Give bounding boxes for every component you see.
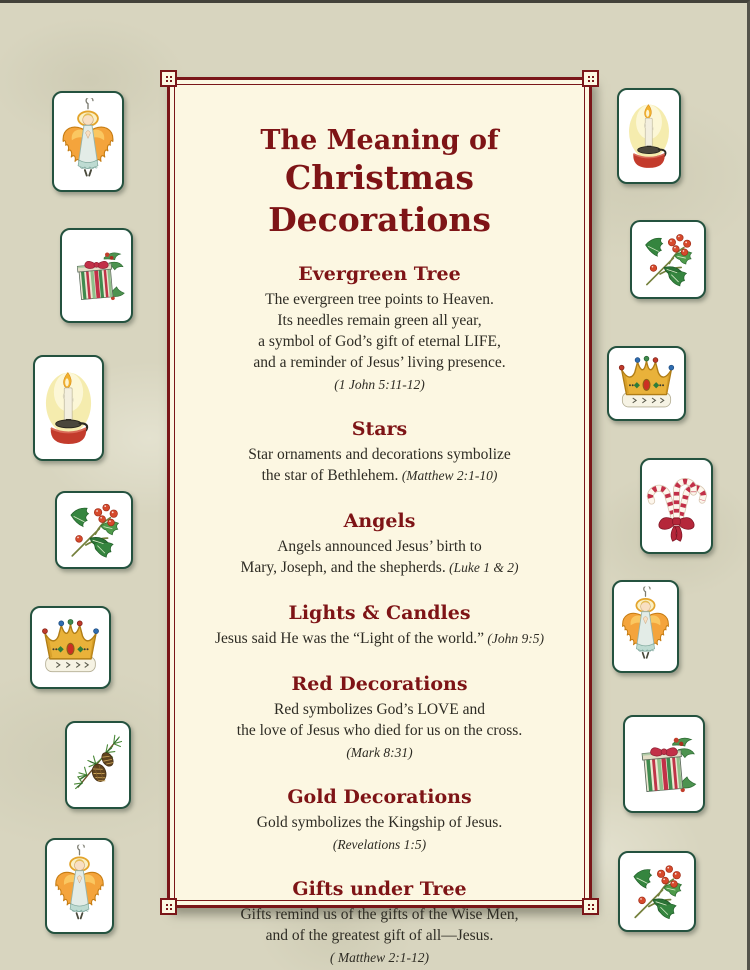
section-heading: Gifts under Tree [292,878,467,900]
angel-icon [617,585,674,668]
candle-icon [38,360,99,456]
holly-icon [60,496,128,564]
gift-ornament-card [623,715,705,813]
section-line: Angels announced Jesus’ birth to [277,538,482,555]
holly-ornament-card [55,491,133,569]
crown-ornament-card [607,346,686,421]
section-line: Gold symbolizes the Kingship of Jesus. [256,814,503,831]
corner-dots [166,76,168,78]
candycanes-icon [645,463,708,549]
section-heading: Gold Decorations [287,786,472,808]
section-line: Star ornaments and decorations symbolize [248,446,511,463]
section-heading: Red Decorations [291,673,468,695]
crown-ornament-card [30,606,111,689]
scripture-reference: ( Matthew 2:1-12) [330,950,429,965]
candle-ornament-card [33,355,104,461]
section-angels [188,510,571,578]
frame-corner-ornament [160,898,177,915]
scripture-reference: (Revelations 1:5) [332,837,427,852]
scripture-reference: (John 9:5) [484,631,545,646]
corner-dots [588,904,590,906]
corner-dots [166,904,168,906]
section-heading: Stars [351,418,408,440]
scripture-reference: (Mark 8:31) [346,745,413,760]
section-line: The evergreen tree points to Heaven. [265,291,494,308]
section-line: Red symbolizes God’s LOVE and [274,701,485,718]
corner-dots [588,76,590,78]
section-evergreen-tree [188,263,571,394]
angel-ornament-card [45,838,114,934]
angel-icon [57,96,119,187]
angel-ornament-card [612,580,679,673]
candycanes-ornament-card [640,458,713,554]
frame-corner-ornament [160,70,177,87]
section-gifts-under-tree [188,878,571,967]
section-line: a symbol of God’s gift of eternal LIFE, [258,333,501,350]
section-gold-decorations [188,786,571,854]
sections [188,263,571,967]
frame-corner-ornament [582,70,599,87]
section-red-decorations [188,673,571,762]
center-text-panel [167,77,592,965]
holly-icon [623,856,691,927]
section-heading: Evergreen Tree [298,263,461,285]
angel-ornament-card [52,91,124,192]
section-line: Gifts remind us of the gifts of the Wise Men, [240,906,519,923]
section-line: Mary, Joseph, and the shepherds. (Luke 1 & 2) [240,559,519,576]
crown-icon [35,611,106,684]
poster-title-line2: Christmas Decorations [268,158,491,239]
gift-icon [628,720,700,808]
holly-ornament-card [630,220,706,299]
section-stars [188,418,571,486]
holly-icon [635,225,701,294]
gift-icon [65,233,128,318]
poster-title-line1: The Meaning of [260,125,499,156]
section-line: and of the greatest gift of all—Jesus. [265,927,494,944]
scripture-reference: (1 John 5:11-12) [334,377,425,392]
section-line: Its needles remain green all year, [277,312,482,329]
crown-icon [612,351,681,416]
pinecone-ornament-card [65,721,131,809]
section-line: the love of Jesus who died for us on the cross. [236,722,523,739]
scripture-reference: (Matthew 2:1-10) [398,468,498,483]
section-line: and a reminder of Jesus’ living presence. [253,354,506,371]
section-line: the star of Bethlehem. (Matthew 2:1-10) [261,467,498,484]
gift-ornament-card [60,228,133,323]
angel-icon [50,843,109,929]
frame-corner-ornament [582,898,599,915]
pinecone-icon [70,726,126,804]
scripture-reference: (Luke 1 & 2) [445,560,519,575]
candle-ornament-card [617,88,681,184]
section-heading: Lights & Candles [288,602,471,624]
section-heading: Angels [343,510,416,532]
section-lights-candles [188,602,571,649]
candle-icon [622,93,676,179]
panel-content [170,80,589,967]
section-line: Jesus said He was the “Light of the world.” (John 9:5) [214,630,545,647]
holly-ornament-card [618,851,696,932]
